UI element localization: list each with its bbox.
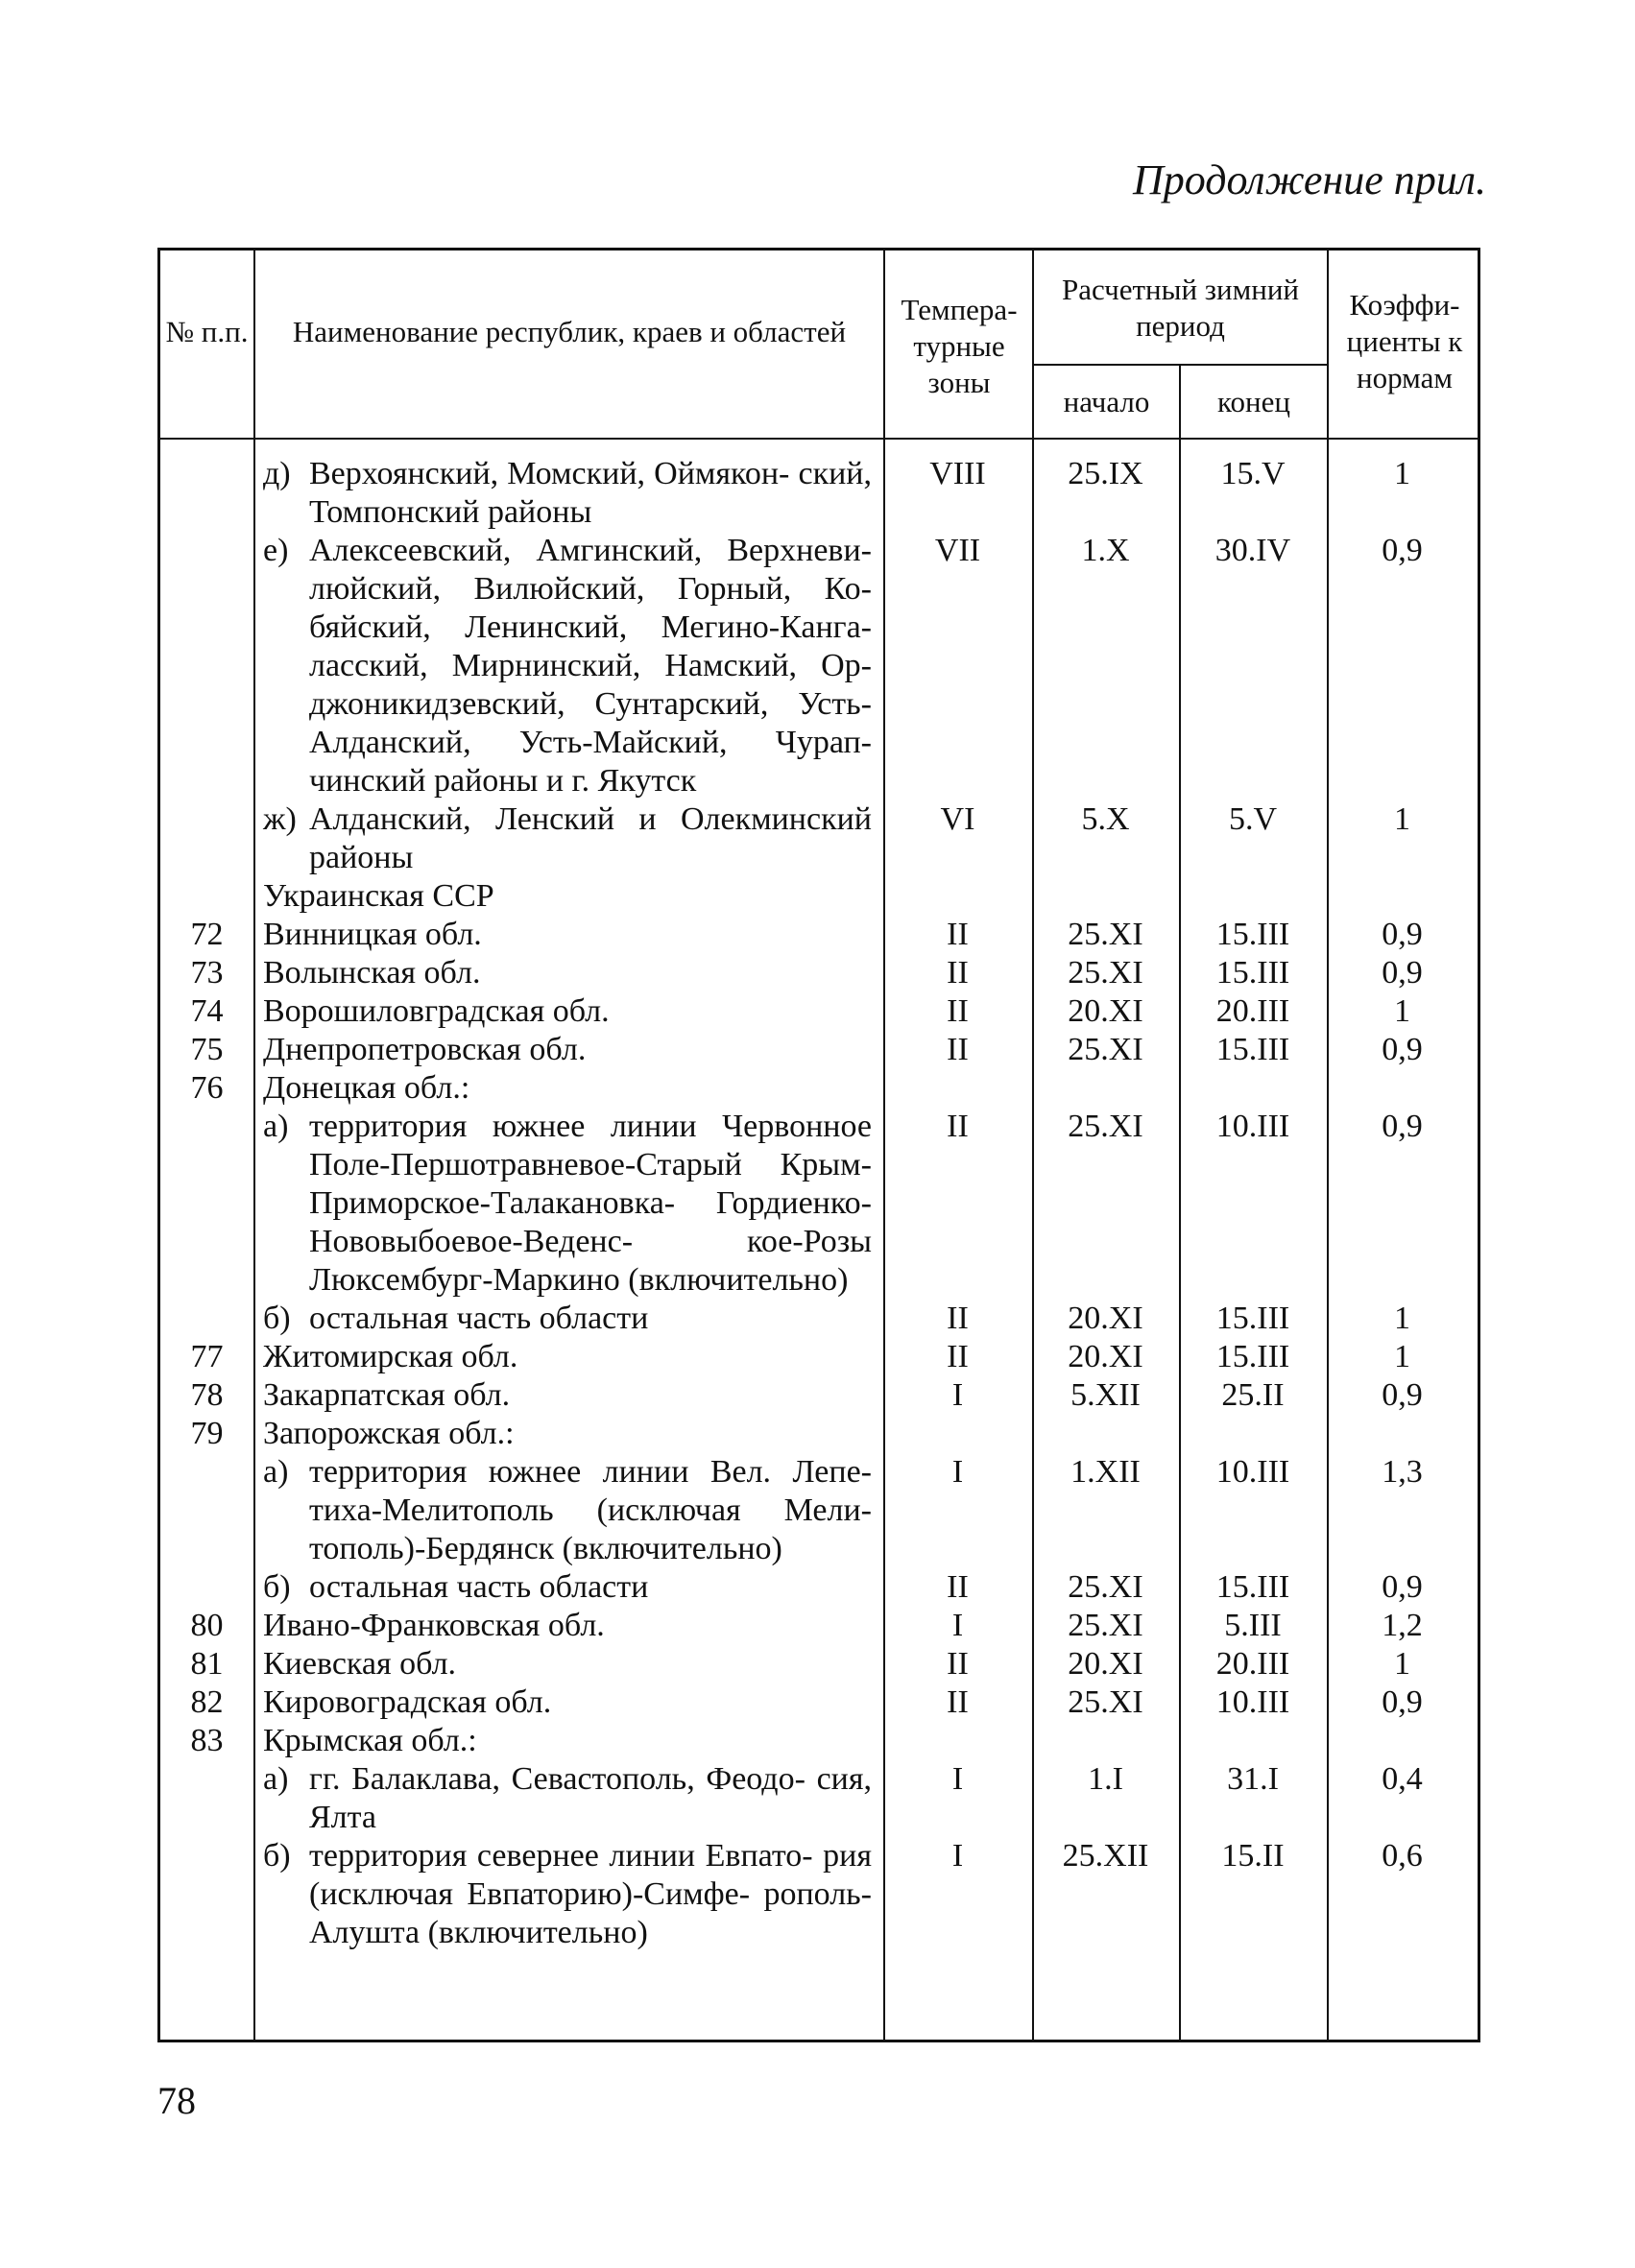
header-coef: Коэффи- циенты к нормам [1346, 288, 1463, 394]
row-number [160, 455, 253, 532]
row-start: 25.XI [1068, 1608, 1143, 1643]
row-coef: 0,9 [1382, 917, 1423, 952]
row-name [253, 1108, 883, 1300]
row-name-text: территория южнее линии Вел. Лепе- тиха-Мелитополь (исключая Мели- тополь)-Бердянск (включительно) [309, 1454, 872, 1566]
table-row [160, 455, 1478, 532]
row-start [1032, 1069, 1179, 1108]
row-start: 25.XII [1062, 1838, 1149, 1874]
row-end [1179, 877, 1327, 916]
row-coef: 1 [1394, 456, 1410, 491]
row-start: 25.XI [1068, 1109, 1143, 1144]
row-start: 5.XII [1070, 1377, 1141, 1413]
header-zone: Темпера- турные зоны [901, 293, 1018, 399]
row-number: 83 [190, 1723, 224, 1758]
row-number: 78 [190, 1377, 224, 1413]
row-zone: II [947, 1339, 969, 1374]
header-end: конец [1217, 384, 1290, 418]
row-name-text: Киевская обл. [263, 1646, 457, 1682]
row-number [160, 532, 253, 800]
row-end [1179, 1415, 1327, 1453]
row-zone: VII [934, 533, 981, 568]
row-number: 80 [190, 1608, 224, 1643]
row-marker: ж) [263, 801, 297, 837]
row-name-text: Алданский, Ленский и Олекминский районы [309, 801, 872, 875]
row-start: 20.XI [1068, 993, 1143, 1029]
row-name-text: Запорожская обл.: [263, 1416, 515, 1451]
row-coef [1327, 1415, 1478, 1453]
row-name [253, 455, 883, 532]
row-start [1032, 877, 1179, 916]
row-end: 5.V [1228, 801, 1278, 837]
header-bottom-rule [160, 438, 1478, 440]
row-name [253, 954, 883, 992]
row-end: 10.III [1215, 1454, 1290, 1490]
row-coef: 1,3 [1382, 1454, 1423, 1490]
table-row [160, 992, 1478, 1031]
row-end [1179, 1722, 1327, 1760]
row-number [160, 1837, 253, 1952]
row-start: 25.XI [1068, 917, 1143, 952]
row-name-text: Винницкая обл. [263, 917, 482, 952]
row-zone: VI [940, 801, 975, 837]
row-name [253, 1760, 883, 1837]
row-zone [883, 1069, 1032, 1108]
row-number [160, 800, 253, 877]
table-row [160, 877, 1478, 916]
row-zone: II [947, 955, 969, 991]
row-start: 20.XI [1068, 1339, 1143, 1374]
row-coef: 0,6 [1382, 1838, 1423, 1874]
row-zone: II [947, 1109, 969, 1144]
table-row [160, 1568, 1478, 1607]
row-name-text: территория севернее линии Евпато- рия (исключая Евпаторию)-Симфе- рополь-Алушта (включительно) [309, 1838, 872, 1950]
header-start: начало [1063, 384, 1150, 418]
header-period: Расчетный зимний период [1061, 273, 1300, 343]
row-start: 20.XI [1068, 1646, 1143, 1682]
row-end: 15.III [1215, 1339, 1290, 1374]
row-end: 15.III [1215, 1301, 1290, 1336]
row-start: 25.XI [1068, 955, 1143, 991]
row-zone [883, 1415, 1032, 1453]
row-zone: II [947, 1301, 969, 1336]
table-row [160, 1645, 1478, 1683]
row-number: 82 [190, 1684, 224, 1720]
row-start: 20.XI [1068, 1301, 1143, 1336]
row-zone: I [951, 1377, 964, 1413]
row-name-text: Волынская обл. [263, 955, 481, 991]
page-number: 78 [157, 2079, 196, 2122]
row-zone: II [947, 917, 969, 952]
row-marker: д) [263, 456, 291, 491]
row-start: 25.XI [1068, 1684, 1143, 1720]
row-end: 15.III [1215, 1569, 1290, 1605]
row-coef: 1 [1394, 801, 1410, 837]
row-name [253, 1607, 883, 1645]
row-name [253, 1568, 883, 1607]
row-name-text: Ворошиловградская обл. [263, 993, 610, 1029]
table-row [160, 1607, 1478, 1645]
row-number [160, 1568, 253, 1607]
row-zone: II [947, 993, 969, 1029]
row-name [253, 800, 883, 877]
table-row [160, 1376, 1478, 1415]
row-number: 72 [190, 917, 224, 952]
table-row [160, 1338, 1478, 1376]
row-marker: б) [263, 1838, 291, 1874]
table-row [160, 1031, 1478, 1069]
row-start: 25.XI [1068, 1032, 1143, 1067]
row-name [253, 1376, 883, 1415]
row-zone: I [951, 1608, 964, 1643]
row-end: 20.III [1215, 1646, 1290, 1682]
row-name [253, 532, 883, 800]
row-zone: I [951, 1761, 964, 1797]
row-end: 5.III [1224, 1608, 1282, 1643]
row-zone: II [947, 1684, 969, 1720]
row-marker: б) [263, 1301, 291, 1336]
row-name [253, 1837, 883, 1952]
row-coef: 0,9 [1382, 1109, 1423, 1144]
row-number: 75 [190, 1032, 224, 1067]
row-name [253, 1031, 883, 1069]
row-number [160, 877, 253, 916]
row-start: 1.XII [1070, 1454, 1141, 1490]
row-coef: 0,9 [1382, 1569, 1423, 1605]
row-start: 25.IX [1068, 456, 1143, 491]
row-end: 30.IV [1214, 533, 1291, 568]
row-marker: а) [263, 1109, 289, 1144]
row-number: 79 [190, 1416, 224, 1451]
table-row [160, 800, 1478, 877]
row-name-text: гг. Балаклава, Севастополь, Феодо- сия, Ялта [309, 1761, 872, 1835]
row-name [253, 1338, 883, 1376]
row-marker: а) [263, 1454, 289, 1490]
row-zone [883, 877, 1032, 916]
row-zone: VIII [929, 456, 986, 491]
row-coef: 1 [1394, 1646, 1410, 1682]
row-name [253, 1069, 883, 1108]
row-name-text: Донецкая обл.: [263, 1070, 470, 1106]
row-end: 15.III [1215, 1032, 1290, 1067]
table-row [160, 1837, 1478, 1952]
row-start: 25.XI [1068, 1569, 1143, 1605]
row-end: 31.I [1227, 1761, 1279, 1797]
row-start: 5.X [1081, 801, 1130, 837]
row-number [160, 1108, 253, 1300]
row-name-text: Крымская обл.: [263, 1723, 477, 1758]
row-zone: I [951, 1454, 964, 1490]
table-row [160, 1760, 1478, 1837]
climate-table [157, 248, 1480, 2042]
row-name [253, 877, 883, 916]
row-name [253, 1300, 883, 1338]
row-marker: а) [263, 1761, 289, 1797]
table-row [160, 1453, 1478, 1568]
row-coef: 0,9 [1382, 955, 1423, 991]
row-end: 15.III [1215, 955, 1290, 991]
row-end: 25.II [1221, 1377, 1285, 1413]
table-body [160, 455, 1478, 1952]
row-number: 74 [190, 993, 224, 1029]
row-zone: II [947, 1569, 969, 1605]
table-row [160, 1722, 1478, 1760]
row-name-text: Днепропетровская обл. [263, 1032, 587, 1067]
row-end [1179, 1069, 1327, 1108]
row-name [253, 992, 883, 1031]
row-zone: I [951, 1838, 964, 1874]
row-coef: 1 [1394, 993, 1410, 1029]
row-name-text: территория южнее линии Червонное Поле-Першотравневое-Старый Крым-Приморское-Талакановка- Гордиенко-Нововыбоевое-Веденс- кое-Розы Люксембург-Маркино (включительно) [309, 1109, 872, 1298]
row-name [253, 1645, 883, 1683]
row-end: 15.V [1220, 456, 1286, 491]
row-end: 10.III [1215, 1684, 1290, 1720]
table-row [160, 1683, 1478, 1722]
row-marker: б) [263, 1569, 291, 1605]
row-coef: 0,9 [1382, 1377, 1423, 1413]
row-number: 76 [190, 1070, 224, 1106]
row-name-text: остальная часть области [309, 1301, 649, 1336]
header-name: Наименование республик, краев и областей [292, 315, 847, 348]
row-coef: 1 [1394, 1301, 1410, 1336]
row-name [253, 1722, 883, 1760]
row-coef: 0,4 [1382, 1761, 1423, 1797]
row-coef: 0,9 [1382, 533, 1423, 568]
row-name-text: Верхоянский, Момский, Оймякон- ский, Томпонский районы [309, 456, 872, 530]
row-coef: 1 [1394, 1339, 1410, 1374]
table-row [160, 916, 1478, 954]
row-coef [1327, 1069, 1478, 1108]
table-row [160, 1300, 1478, 1338]
row-marker: е) [263, 533, 289, 568]
row-name [253, 1683, 883, 1722]
row-end: 10.III [1215, 1109, 1290, 1144]
header-no: № п.п. [165, 315, 249, 348]
row-name-text: Житомирская обл. [263, 1339, 518, 1374]
row-number [160, 1760, 253, 1837]
row-number: 77 [190, 1339, 224, 1374]
row-name-text: Закарпатская обл. [263, 1377, 511, 1413]
row-number [160, 1300, 253, 1338]
row-zone [883, 1722, 1032, 1760]
row-name-text: остальная часть области [309, 1569, 649, 1605]
row-end: 20.III [1215, 993, 1290, 1029]
row-name [253, 1415, 883, 1453]
row-start: 1.X [1081, 533, 1130, 568]
row-name-text: Ивано-Франковская обл. [263, 1608, 605, 1643]
row-zone: II [947, 1646, 969, 1682]
row-name [253, 916, 883, 954]
row-coef: 0,9 [1382, 1684, 1423, 1720]
row-end: 15.II [1221, 1838, 1285, 1874]
table-row [160, 532, 1478, 800]
page-caption: Продолжение прил. [1133, 156, 1486, 203]
row-name-text: Кировоградская обл. [263, 1684, 552, 1720]
row-name [253, 1453, 883, 1568]
table-row [160, 1069, 1478, 1108]
row-coef [1327, 1722, 1478, 1760]
row-end: 15.III [1215, 917, 1290, 952]
row-number [160, 1453, 253, 1568]
row-start: 1.I [1088, 1761, 1123, 1797]
table-row [160, 954, 1478, 992]
table-row [160, 1415, 1478, 1453]
row-coef: 0,9 [1382, 1032, 1423, 1067]
row-number: 81 [190, 1646, 224, 1682]
row-coef [1327, 877, 1478, 916]
row-coef: 1,2 [1382, 1608, 1423, 1643]
row-start [1032, 1415, 1179, 1453]
row-start [1032, 1722, 1179, 1760]
row-number: 73 [190, 955, 224, 991]
table-row [160, 1108, 1478, 1300]
row-zone: II [947, 1032, 969, 1067]
row-name-text: Алексеевский, Амгинский, Верхневи- люйский, Вилюйский, Горный, Ко- бяйский, Ленинский, Мегино-Канга- ласский, Мирнинский, Намский, Ор- джоникидзевский, Сунтарский, Усть- Алданский, Усть-Майский, Чурап- чинский районы и г. Якутск [309, 533, 872, 799]
row-name-text: Украинская ССР [263, 878, 494, 914]
